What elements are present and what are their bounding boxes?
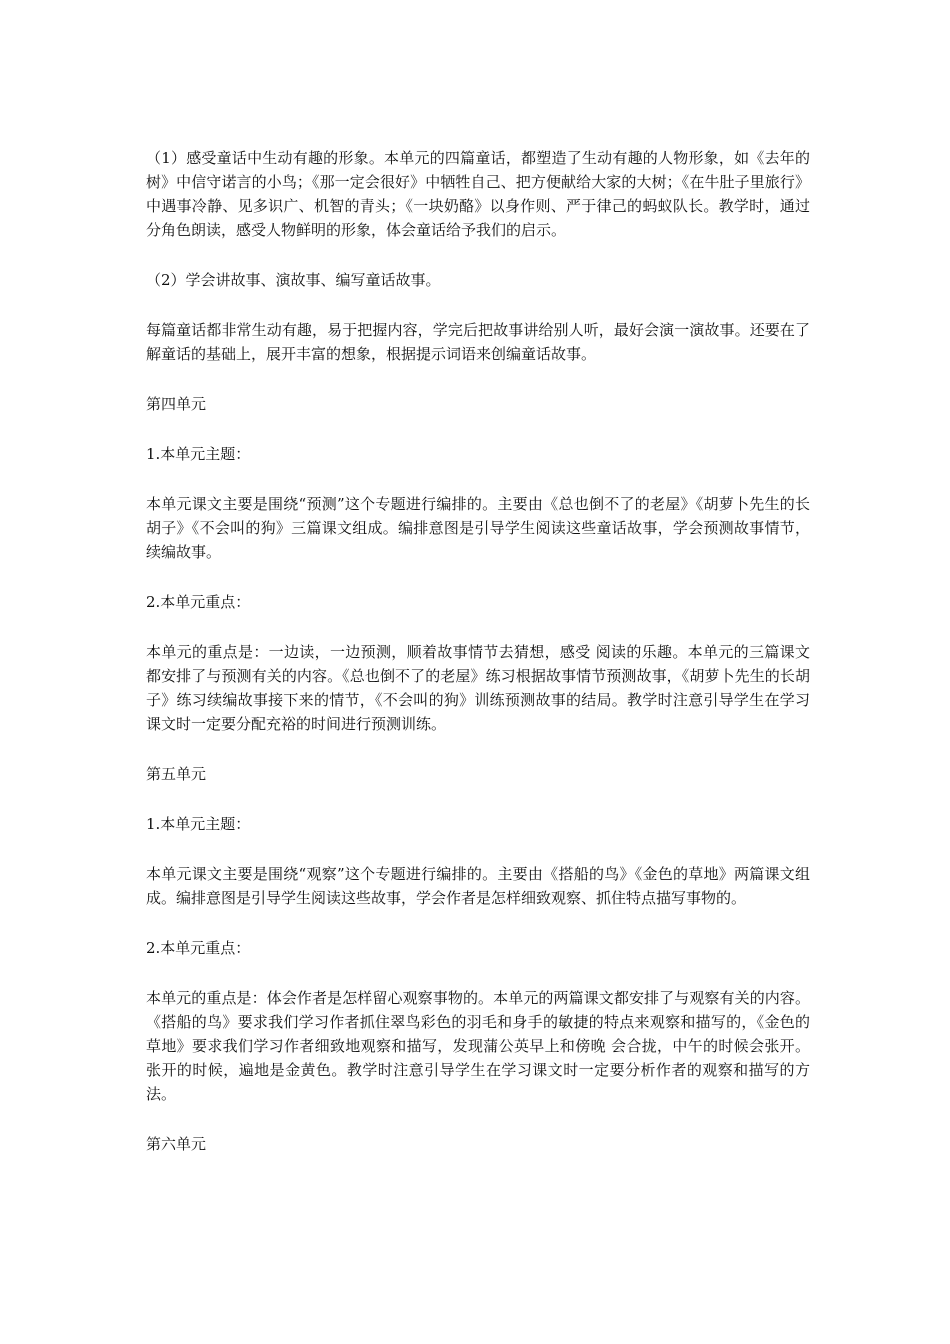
heading-unit5: 第五单元 <box>146 765 207 783</box>
heading-unit4: 第四单元 <box>146 395 207 413</box>
heading-unit6: 第六单元 <box>146 1135 207 1153</box>
paragraph-unit5-theme: 本单元课文主要是围绕“观察”这个专题进行编排的。主要由《搭船的鸟》《金色的草地》两篇课文组成。编排意图是引导学生阅读这些故事，学会作者是怎样细致观察、抓住特点描写事物的。 <box>146 865 810 907</box>
paragraph-unit3-point2-detail: 每篇童话都非常生动有趣，易于把握内容，学完后把故事讲给别人听，最好会演一演故事。还要在了解童话的基础上，展开丰富的想象，根据提示词语来创编童话故事。 <box>146 321 810 363</box>
paragraph-unit5-focus: 本单元的重点是：体会作者是怎样留心观察事物的。本单元的两篇课文都安排了与观察有关的内容。《搭船的鸟》要求我们学习作者抓住翠鸟彩色的羽毛和身手的敏捷的特点来观察和描写的，《金色的草地》要求我们学习作者细致地观察和描写，发现蒲公英早上和傍晚 会合拢，中午的时候会张开。张开的时候，遍地是金黄色。教学时注意引导学生在学习课文时一定要分析作者的观察和描写的方法。 <box>146 989 810 1103</box>
heading-unit4-focus: 2.本单元重点： <box>146 593 251 611</box>
paragraph-unit3-point2: （2）学会讲故事、演故事、编写童话故事。 <box>146 271 441 289</box>
paragraph-unit3-point1: （1）感受童话中生动有趣的形象。本单元的四篇童话，都塑造了生动有趣的人物形象，如《去年的树》中信守诺言的小鸟；《那一定会很好》中牺牲自己、把方便献给大家的大树；《在牛肚子里旅行》中遇事冷静、见多识广、机智的青头；《一块奶酪》以身作则、严于律己的蚂蚁队长。教学时，通过分角色朗读，感受人物鲜明的形象，体会童话给予我们的启示。 <box>146 149 810 239</box>
heading-unit4-theme: 1.本单元主题： <box>146 445 251 463</box>
document-body <box>146 146 810 1182</box>
paragraph-unit4-focus: 本单元的重点是：一边读，一边预测，顺着故事情节去猜想，感受 阅读的乐趣。本单元的三篇课文都安排了与预测有关的内容。《总也倒不了的老屋》练习根据故事情节预测故事，《胡萝卜先生的长胡子》练习续编故事接下来的情节，《不会叫的狗》训练预测故事的结局。教学时注意引导学生在学习课文时一定要分配充裕的时间进行预测训练。 <box>146 643 810 733</box>
heading-unit5-theme: 1.本单元主题： <box>146 815 251 833</box>
heading-unit5-focus: 2.本单元重点： <box>146 939 251 957</box>
paragraph-unit4-theme: 本单元课文主要是围绕“预测”这个专题进行编排的。主要由《总也倒不了的老屋》《胡萝卜先生的长胡子》《不会叫的狗》三篇课文组成。编排意图是引导学生阅读这些童话故事，学会预测故事情节，续编故事。 <box>146 495 810 561</box>
